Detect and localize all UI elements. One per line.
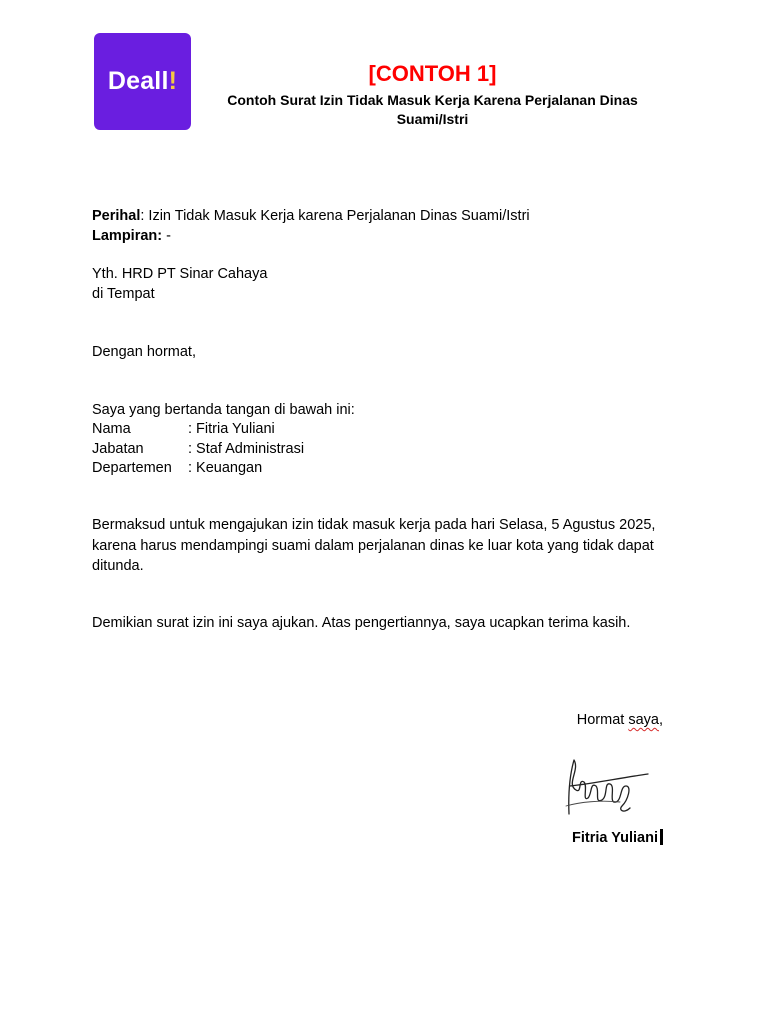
detail-row-jabatan: [92, 439, 304, 459]
greeting: Dengan hormat,: [92, 344, 196, 360]
lampiran-value: -: [162, 228, 171, 244]
perihal-line: [92, 206, 530, 226]
perihal-label: Perihal: [92, 208, 141, 224]
detail-label: Departemen: [92, 460, 172, 476]
detail-row-nama: [92, 419, 275, 439]
intro-line: Saya yang bertanda tangan di bawah ini:: [92, 402, 355, 418]
spellcheck-underline: saya: [628, 712, 659, 728]
sign-off: Hormat saya,: [576, 712, 663, 728]
logo-accent: !: [168, 67, 178, 95]
detail-value: : Staf Administrasi: [188, 441, 305, 457]
subtitle-line-1: Contoh Surat Izin Tidak Masuk Kerja Karena Perjalanan Dinas: [227, 92, 638, 108]
text-cursor: [660, 829, 663, 845]
lampiran-line: [92, 226, 171, 246]
detail-row-departemen: [92, 458, 262, 478]
recipient-line-1: Yth. HRD PT Sinar Cahaya: [92, 266, 268, 282]
body-paragraph: Bermaksud untuk mengajukan izin tidak masuk kerja pada hari Selasa, 5 Agustus 2025, karena harus mendampingi suami dalam perjalanan dinas ke luar kota yang tidak dapat ditunda.: [92, 517, 656, 574]
signatory-name: Fitria Yuliani: [572, 828, 663, 848]
lampiran-label: Lampiran:: [92, 228, 163, 244]
recipient-line-2: di Tempat: [92, 286, 155, 302]
perihal-value: : Izin Tidak Masuk Kerja karena Perjalanan Dinas Suami/Istri: [140, 208, 530, 224]
logo-text: Deall!: [107, 67, 178, 95]
detail-label: Nama: [92, 421, 131, 437]
closing-paragraph: Demikian surat izin ini saya ajukan. Atas pengertiannya, saya ucapkan terima kasih.: [92, 615, 631, 631]
deall-logo: [94, 33, 191, 130]
detail-value: : Fitria Yuliani: [188, 421, 275, 437]
page-subtitle: [200, 91, 665, 129]
page-title: [CONTOH 1]: [368, 61, 497, 86]
signature-image: [560, 756, 652, 822]
detail-value: : Keuangan: [188, 460, 263, 476]
detail-label: Jabatan: [92, 441, 144, 457]
subtitle-line-2: Suami/Istri: [396, 111, 469, 127]
